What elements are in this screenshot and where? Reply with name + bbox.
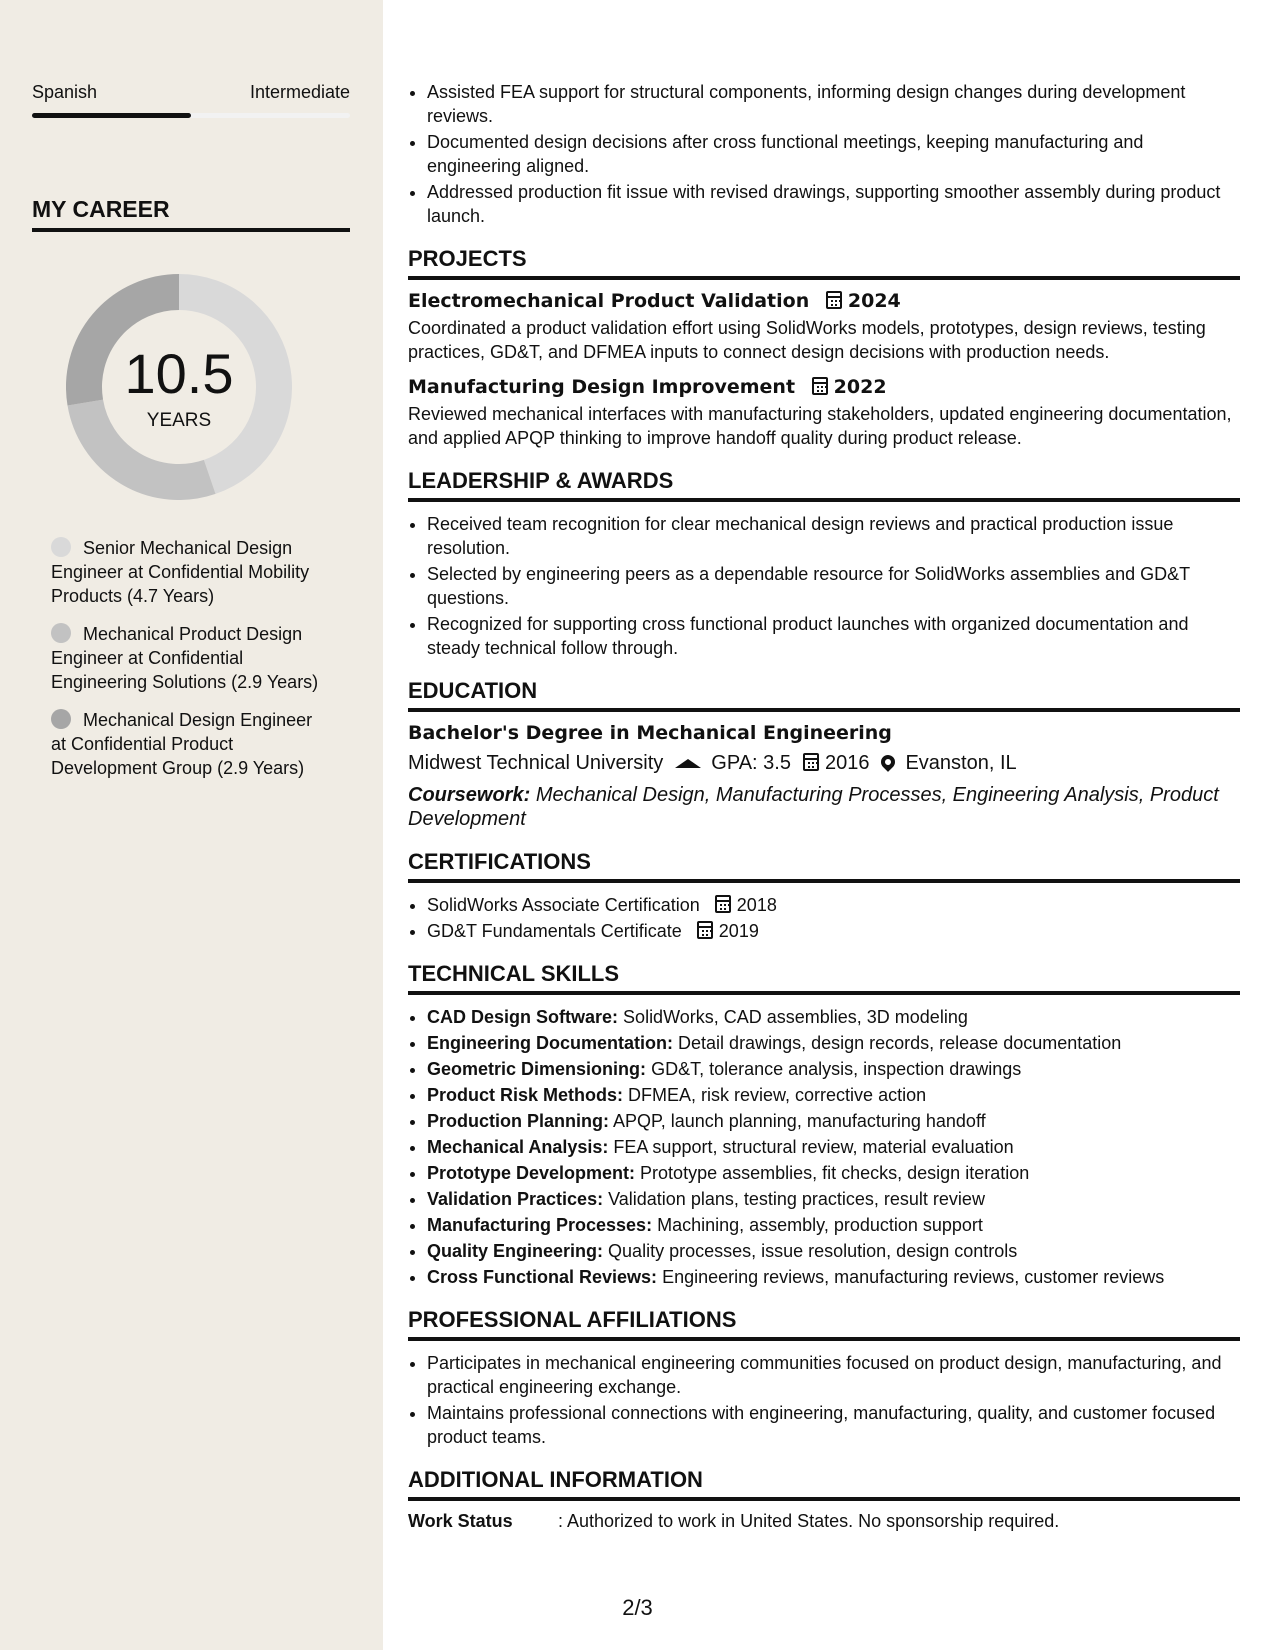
skill-item	[427, 1135, 1240, 1159]
language-row	[32, 82, 350, 103]
skill-value: FEA support, structural review, material evaluation	[613, 1137, 1014, 1157]
total-years-value: 10.5	[124, 342, 234, 405]
affiliations-heading: PROFESSIONAL AFFILIATIONS	[408, 1307, 1240, 1341]
leadership-item: • Received team recognition for clear mechanical design reviews and practical production issue resolution.	[427, 512, 1240, 560]
calendar-icon	[697, 921, 713, 939]
education-heading: EDUCATION	[408, 678, 1240, 712]
calendar-icon	[803, 753, 819, 771]
skill-label: Validation Practices:	[427, 1189, 604, 1209]
career-item	[51, 536, 331, 608]
sidebar	[0, 0, 383, 1650]
skills-list	[408, 1005, 1240, 1289]
career-heading: MY CAREER	[32, 196, 350, 232]
project-year: 2024	[847, 290, 901, 312]
language-name: Spanish	[32, 82, 98, 102]
skill-label: Quality Engineering:	[427, 1241, 604, 1261]
skill-item	[427, 1031, 1240, 1055]
work-status-row	[408, 1511, 1240, 1532]
certification-item	[427, 893, 1240, 917]
project-title: Manufacturing Design Improvement	[408, 376, 796, 398]
experience-bullet: • Documented design decisions after cross functional meetings, keeping manufacturing and engineering aligned.	[427, 130, 1240, 178]
location-pin-icon	[879, 752, 899, 772]
calendar-icon	[715, 895, 731, 913]
education-details	[408, 752, 1240, 775]
skill-value: Quality processes, issue resolution, design controls	[608, 1241, 1018, 1261]
education-location: Evanston, IL	[905, 752, 1017, 774]
skill-value: Detail drawings, design records, release documentation	[678, 1033, 1122, 1053]
education-coursework	[408, 783, 1240, 831]
skill-item	[427, 1213, 1240, 1237]
career-dot	[51, 537, 71, 557]
project-year: 2022	[833, 376, 887, 398]
calendar-icon	[812, 377, 828, 395]
certification-year: 2019	[718, 921, 759, 941]
skill-label: Mechanical Analysis:	[427, 1137, 609, 1157]
graduation-cap-icon	[675, 759, 701, 768]
work-status-value: : Authorized to work in United States. No sponsorship required.	[558, 1511, 1060, 1531]
skill-label: Engineering Documentation:	[427, 1033, 674, 1053]
experience-bullet: • Addressed production fit issue with revised drawings, supporting smoother assembly during product launch.	[427, 180, 1240, 228]
career-item-text: Mechanical Product Design Engineer at Confidential Engineering Solutions (2.9 Years)	[51, 624, 319, 692]
page-number: 2/3	[622, 1595, 653, 1620]
skill-label: CAD Design Software:	[427, 1007, 619, 1027]
coursework-label: Coursework:	[408, 784, 531, 806]
certifications-list	[408, 893, 1240, 943]
skill-value: Engineering reviews, manufacturing reviews, customer reviews	[662, 1267, 1165, 1287]
project-title-row	[408, 290, 1240, 312]
skills-heading: TECHNICAL SKILLS	[408, 961, 1240, 995]
project-description: Reviewed mechanical interfaces with manufacturing stakeholders, updated engineering documentation, and applied APQP thinking to improve handoff quality during product release.	[408, 404, 1232, 448]
skill-label: Geometric Dimensioning:	[427, 1059, 647, 1079]
career-dot	[51, 623, 71, 643]
certification-item	[427, 919, 1240, 943]
education-year: 2016	[824, 752, 870, 774]
leadership-list	[408, 512, 1240, 660]
skill-item	[427, 1109, 1240, 1133]
skill-value: GD&T, tolerance analysis, inspection drawings	[651, 1059, 1022, 1079]
career-item-text: Mechanical Design Engineer at Confidential Product Development Group (2.9 Years)	[51, 710, 313, 778]
skill-item	[427, 1005, 1240, 1029]
certifications-heading: CERTIFICATIONS	[408, 849, 1240, 883]
skill-label: Prototype Development:	[427, 1163, 636, 1183]
leadership-item: • Selected by engineering peers as a dependable resource for SolidWorks assemblies and GD&T questions.	[427, 562, 1240, 610]
education-degree: Bachelor's Degree in Mechanical Engineering	[408, 722, 892, 744]
skill-label: Product Risk Methods:	[427, 1085, 624, 1105]
skill-value: APQP, launch planning, manufacturing handoff	[613, 1111, 986, 1131]
skill-label: Cross Functional Reviews:	[427, 1267, 658, 1287]
affiliation-item: • Participates in mechanical engineering communities focused on product design, manufacturing, and practical engineering exchange.	[427, 1351, 1240, 1399]
skill-value: Prototype assemblies, fit checks, design iteration	[640, 1163, 1030, 1183]
skill-value: Machining, assembly, production support	[657, 1215, 983, 1235]
experience-bullet: • Assisted FEA support for structural components, informing design changes during development reviews.	[427, 80, 1240, 128]
career-item	[51, 622, 331, 694]
affiliation-item: • Maintains professional connections with engineering, manufacturing, quality, and customer focused product teams.	[427, 1401, 1240, 1449]
education-school: Midwest Technical University	[408, 752, 664, 774]
career-list	[51, 536, 331, 794]
skill-value: DFMEA, risk review, corrective action	[628, 1085, 927, 1105]
skill-item	[427, 1239, 1240, 1263]
projects-heading: PROJECTS	[408, 246, 1240, 280]
main-content	[408, 80, 1240, 1532]
calendar-icon	[826, 291, 842, 309]
language-proficiency-fill	[32, 113, 191, 118]
skill-value: SolidWorks, CAD assemblies, 3D modeling	[623, 1007, 968, 1027]
skill-label: Manufacturing Processes:	[427, 1215, 653, 1235]
project-item	[408, 376, 1240, 450]
career-item	[51, 708, 331, 780]
skill-item	[427, 1057, 1240, 1081]
project-item	[408, 290, 1240, 364]
leadership-heading: LEADERSHIP & AWARDS	[408, 468, 1240, 502]
project-title: Electromechanical Product Validation	[408, 290, 810, 312]
career-item-text: Senior Mechanical Design Engineer at Confidential Mobility Products (4.7 Years)	[51, 538, 310, 606]
certification-year: 2018	[736, 895, 777, 915]
career-dot	[51, 709, 71, 729]
leadership-item: • Recognized for supporting cross functional product launches with organized documentation and steady technical follow through.	[427, 612, 1240, 660]
work-status-label: Work Status	[408, 1511, 513, 1531]
project-title-row	[408, 376, 1240, 398]
skill-item	[427, 1187, 1240, 1211]
project-description: Coordinated a product validation effort using SolidWorks models, prototypes, design reviews, testing practices, GD&T, and DFMEA inputs to connect design decisions with production needs.	[408, 318, 1206, 362]
skill-item	[427, 1161, 1240, 1185]
language-proficiency-bar	[32, 113, 350, 118]
coursework-text: Mechanical Design, Manufacturing Processes, Engineering Analysis, Product Development	[408, 784, 1219, 830]
education-gpa: GPA: 3.5	[711, 752, 791, 774]
skill-value: Validation plans, testing practices, result review	[608, 1189, 985, 1209]
experience-bullets	[408, 80, 1240, 228]
certification-name: GD&T Fundamentals Certificate	[427, 921, 682, 941]
skill-item	[427, 1265, 1240, 1289]
language-level: Intermediate	[249, 82, 350, 102]
affiliations-list	[408, 1351, 1240, 1449]
skill-item	[427, 1083, 1240, 1107]
total-years-label: YEARS	[146, 410, 212, 431]
skill-label: Production Planning:	[427, 1111, 609, 1131]
certification-name: SolidWorks Associate Certification	[427, 895, 700, 915]
additional-info-heading: ADDITIONAL INFORMATION	[408, 1467, 1240, 1501]
